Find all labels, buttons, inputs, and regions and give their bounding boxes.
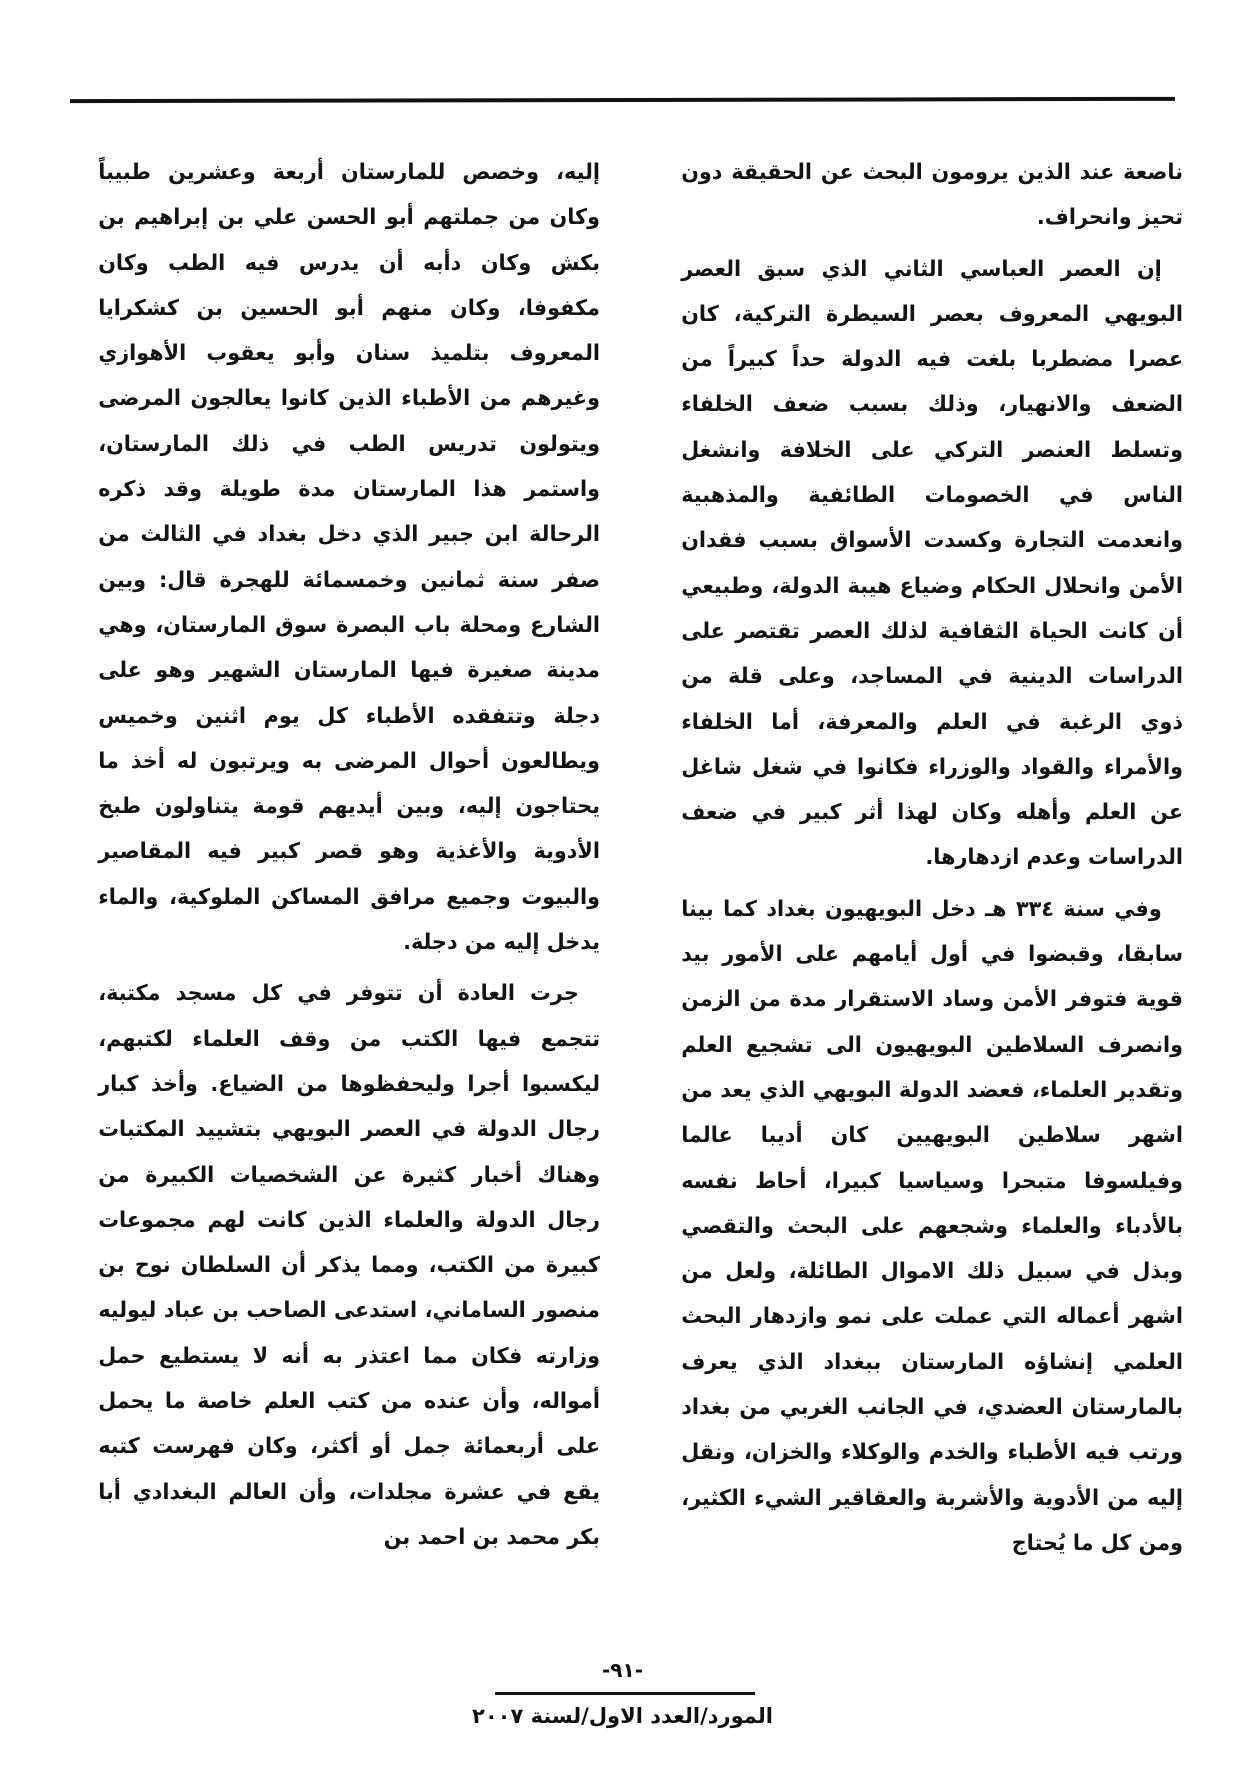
paragraph: ناصعة عند الذين يرومون البحث عن الحقيقة دون تحيز وانحراف.: [681, 160, 1183, 231]
paragraph: جرت العادة أن تتوفر في كل مسجد مكتبة، تتجمع فيها الكتب من وقف العلماء لكتبهم، ليكسبوا أجرا وليحفظوها من الضياع. وأخذ كبار رجال الدولة في العصر البويهي بتشييد المكتبات وهناك أخبار كثيرة عن الشخصيات الكبيرة من رجال الدولة والعلماء الذين كانت لهم مجموعات كبيرة من الكتب، ومما يذكر أن السلطان نوح بن منصور الساماني، استدعى الصاحب بن عباد ليوليه وزارته فكان مما اعتذر به أنه لا يستطيع حمل أمواله، وأن عنده من كتب العلم خاصة ما يحمل على أربعمائة جمل أو أكثر، وكان فهرست كتبه يقع في عشرة مجلدات، وأن العالم البغدادي أبا بكر محمد بن احمد بن: [98, 981, 600, 1550]
journal-reference: المورد/العدد الاول/لسنة ٢٠٠٧: [472, 1704, 773, 1728]
right-text-column: [681, 150, 1183, 1566]
left-text-column: [98, 150, 600, 1560]
header-rule: [70, 97, 1175, 103]
footer-rule: [495, 1692, 755, 1695]
paragraph: وفي سنة ٣٣٤ هـ دخل البويهيون بغداد كما بينا سابقا، وقبضوا في أول أيامهم على الأمور بيد قوية فتوفر الأمن وساد الاستقرار مدة من الزمن وانصرف السلاطين البويهيون الى تشجيع العلم وتقدير العلماء، فعضد الدولة البويهي الذي يعد من اشهر سلاطين البويهيين كان أديبا عالما وفيلسوفا متبحرا وسياسيا كبيرا، أحاط نفسه بالأدباء والعلماء وشجعهم على البحث والتقصي وبذل في سبيل ذلك الاموال الطائلة، ولعل من اشهر أعماله التي عملت على نمو وازدهار البحث العلمي إنشاؤه المارستان ببغداد الذي يعرف بالمارستان العضدي، في الجانب الغربي من بغداد ورتب فيه الأطباء والخدم والوكلاء والخزان، ونقل إليه من الأدوية والأشربة والعقاقير الشيء الكثير، ومن كل ما يُحتاج: [681, 896, 1183, 1556]
paragraph: إليه، وخصص للمارستان أربعة وعشرين طبيباً وكان من جملتهم أبو الحسن علي بن إبراهيم بن بكش وكان دأبه أن يدرس فيه الطب وكان مكفوفا، وكان منهم أبو الحسين بن كشكرايا المعروف بتلميذ سنان وأبو يعقوب الأهوازي وغيرهم من الأطباء الذين كانوا يعالجون المرضى ويتولون تدريس الطب في ذلك المارستان، واستمر هذا المارستان مدة طويلة وقد ذكره الرحالة ابن جبير الذي دخل بغداد في الثالث من صفر سنة ثمانين وخمسمائة للهجرة قال: وبين الشارع ومحلة باب البصرة سوق المارستان، وهي مدينة صغيرة فيها المارستان الشهير وهو على دجلة وتتفقده الأطباء كل يوم اثنين وخميس ويطالعون أحوال المرضى به ويرتبون له أخذ ما يحتاجون إليه، وبين أيديهم قومة يتناولون طبخ الأدوية والأغذية وهو قصر كبير فيه المقاصير والبيوت وجميع مرافق المساكن الملوكية، والماء يدخل إليه من دجلة.: [98, 160, 600, 956]
page-number: -٩١-: [601, 1658, 644, 1682]
paragraph: إن العصر العباسي الثاني الذي سبق العصر البويهي المعروف بعصر السيطرة التركية، كان عصرا مضطربا بلغت فيه الدولة حداً كبيراً من الضعف والانهيار، وذلك بسبب ضعف الخلفاء وتسلط العنصر التركي على الخلافة وانشغل الناس في الخصومات الطائفية والمذهبية وانعدمت التجارة وكسدت الأسواق بسبب فقدان الأمن وانحلال الحكام وضياع هيبة الدولة، وطبيعي أن كانت الحياة الثقافية لذلك العصر تقتصر على الدراسات الدينية في المساجد، وعلى قلة من ذوي الرغبة في العلم والمعرفة، أما الخلفاء والأمراء والقواد والوزراء فكانوا في شغل شاغل عن العلم وأهله وكان لهذا أثر كبير في ضعف الدراسات وعدم ازدهارها.: [681, 256, 1183, 871]
